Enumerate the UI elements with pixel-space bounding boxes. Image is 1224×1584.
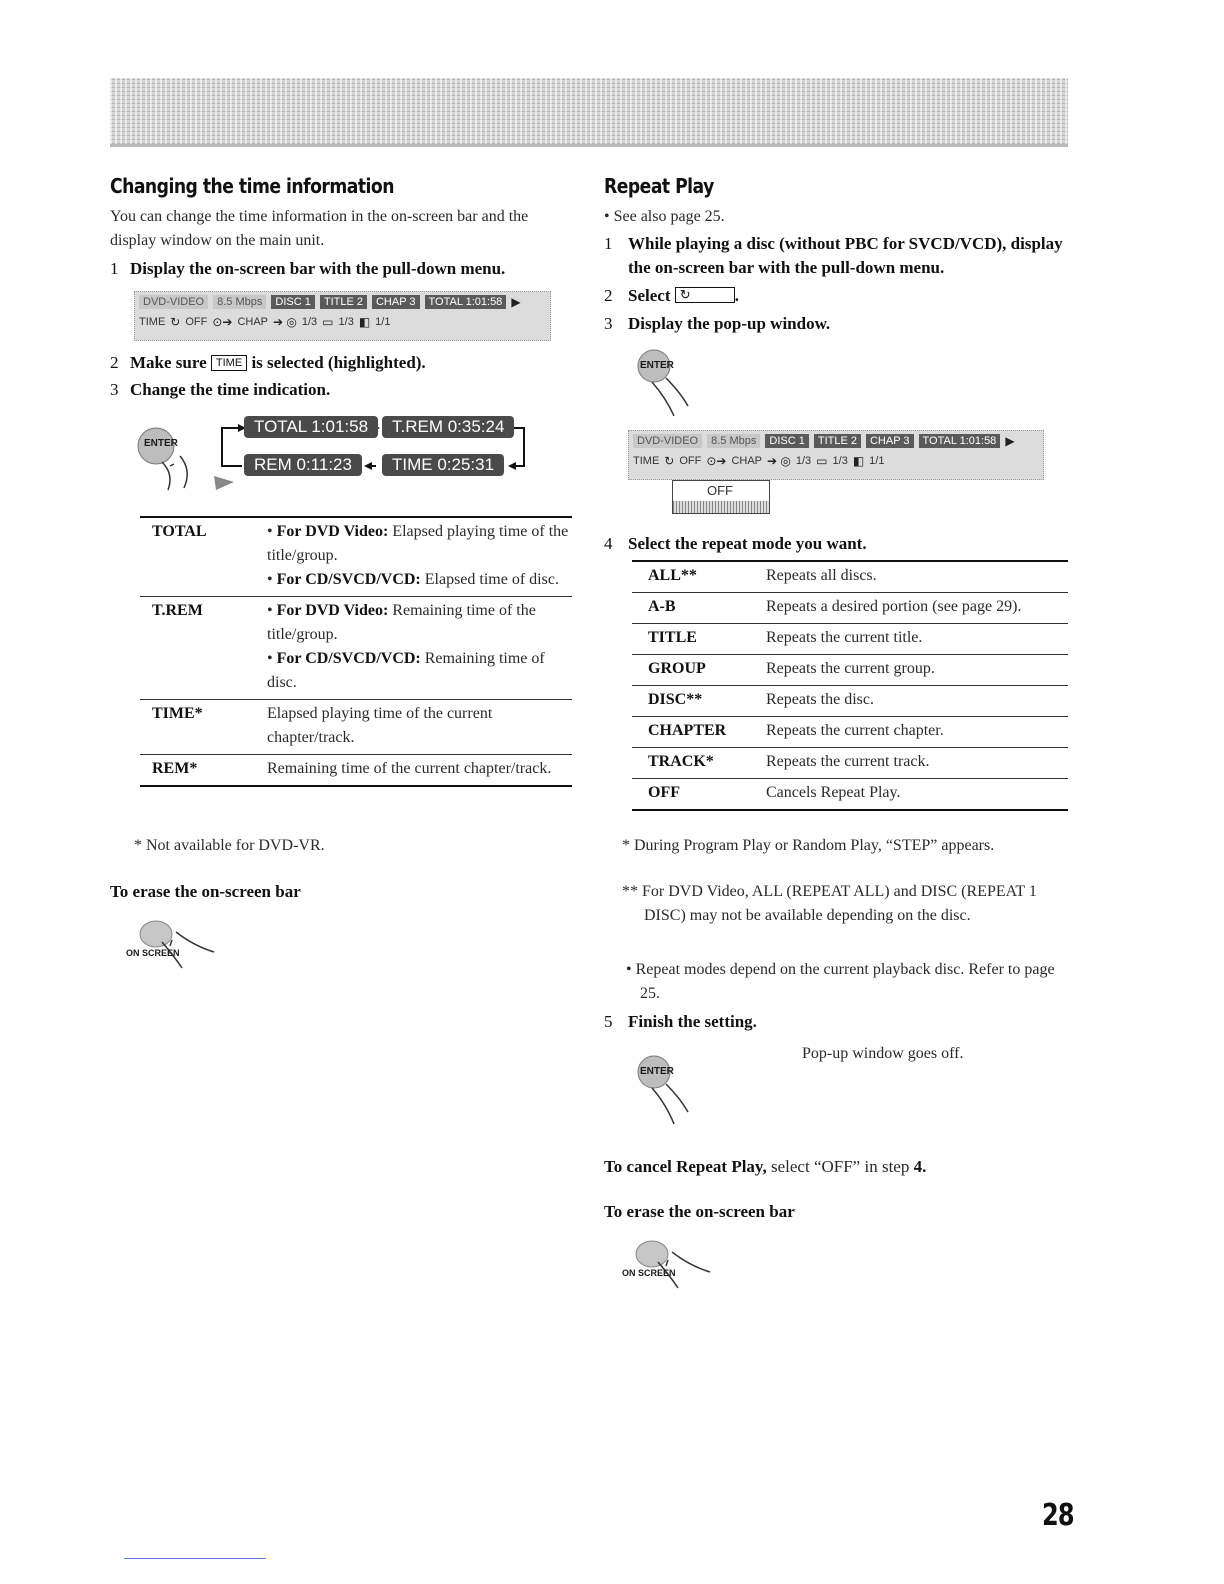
- osd-title: TITLE 2: [814, 434, 861, 448]
- angle-icon: ◧: [358, 315, 371, 329]
- section-title-repeat: Repeat Play: [604, 174, 714, 198]
- term: DISC**: [632, 686, 766, 717]
- cycle-total: TOTAL 1:01:58: [244, 416, 378, 438]
- osd-angle-value: 1/1: [869, 455, 885, 467]
- repeat-step-1: [604, 232, 1064, 280]
- term: REM*: [140, 755, 267, 787]
- definition: Cancels Repeat Play.: [766, 779, 1068, 811]
- header-band: [110, 78, 1068, 144]
- enter-label: ENTER: [640, 360, 674, 371]
- note-single-asterisk: * During Program Play or Random Play, “STEP” appears.: [622, 837, 995, 854]
- cancel-step: 4.: [913, 1157, 927, 1176]
- time-search-icon: ⊙➔: [212, 315, 233, 329]
- popup-off-note: Pop-up window goes off.: [802, 1045, 964, 1062]
- audio-icon: ➔ ◎: [767, 454, 791, 468]
- step-text: is selected (highlighted).: [251, 353, 426, 372]
- definition: Remaining time of the current chapter/track.: [267, 755, 572, 787]
- page-number: 28: [1042, 1498, 1074, 1533]
- section-title-time-info: Changing the time information: [110, 174, 394, 198]
- step-text: Select the repeat mode you want.: [628, 534, 867, 553]
- repeat-step-2: [604, 284, 1064, 308]
- osd-bitrate: 8.5 Mbps: [213, 295, 266, 309]
- onscreen-bar-illustration: [628, 430, 1044, 480]
- note-repeat-modes: • Repeat modes depend on the current playback disc. Refer to page 25.: [626, 961, 1055, 1002]
- time-cycle-diagram: [134, 412, 534, 507]
- definition: Repeats the current group.: [766, 655, 1068, 686]
- osd-time-item: TIME: [139, 316, 166, 328]
- time-step-1: [110, 257, 580, 281]
- onscreen-label: ON SCREEN: [622, 1268, 676, 1278]
- audio-icon: ➔ ◎: [273, 315, 297, 329]
- onscreen-button-illustration: [618, 1232, 718, 1292]
- table-row: [140, 597, 572, 700]
- cycle-time: TIME 0:25:31: [382, 454, 504, 476]
- term: GROUP: [632, 655, 766, 686]
- osd-total: TOTAL 1:01:58: [919, 434, 1001, 448]
- enter-hand-icon: [622, 1046, 712, 1128]
- subtitle-icon: ▭: [816, 454, 828, 468]
- osd-disc-type: DVD-VIDEO: [633, 434, 702, 448]
- step-text: While playing a disc (without PBC for SVCD/VCD), display the on-screen bar with the pull-down menu.: [628, 234, 1063, 277]
- osd-repeat-value: OFF: [679, 455, 702, 467]
- term: CHAPTER: [632, 717, 766, 748]
- osd-subtitle-value: 1/3: [832, 455, 848, 467]
- table-row: [632, 593, 1068, 624]
- repeat-icon: ↻: [679, 287, 691, 302]
- step-text: Display the pop-up window.: [628, 314, 831, 333]
- popup-pattern: [673, 501, 769, 513]
- osd-audio-value: 1/3: [795, 455, 812, 467]
- osd-disc-type: DVD-VIDEO: [139, 295, 208, 309]
- footer-rule: [124, 1558, 266, 1559]
- note-double-asterisk: ** For DVD Video, ALL (REPEAT ALL) and DISC (REPEAT 1 DISC) may not be available depending on the disc.: [622, 883, 1037, 924]
- osd-angle-value: 1/1: [375, 316, 391, 328]
- time-search-icon: ⊙➔: [706, 454, 727, 468]
- osd-subtitle-value: 1/3: [338, 316, 354, 328]
- table-row: [632, 561, 1068, 593]
- footnote: * Not available for DVD-VR.: [134, 837, 325, 854]
- term: A-B: [632, 593, 766, 624]
- term: T.REM: [140, 597, 267, 700]
- step-text: Display the on-screen bar with the pull-down menu.: [130, 259, 506, 278]
- arrow-right-icon: ▶: [1005, 434, 1015, 448]
- time-info-intro: You can change the time information in the on-screen bar and the display window on the main unit.: [110, 208, 529, 249]
- header-band-shadow: [110, 144, 1068, 147]
- osd-time-item: TIME: [633, 455, 660, 467]
- angle-icon: ◧: [852, 454, 865, 468]
- motion-arrow: [214, 476, 234, 490]
- osd-audio-value: 1/3: [301, 316, 318, 328]
- definition: Repeats the disc.: [766, 686, 1068, 717]
- cancel-bold: To cancel Repeat Play,: [604, 1157, 767, 1176]
- osd-disc: DISC 1: [765, 434, 808, 448]
- table-row: [632, 686, 1068, 717]
- table-row: [632, 779, 1068, 811]
- table-row: [632, 624, 1068, 655]
- table-row: [140, 517, 572, 597]
- definition: Repeats the current chapter.: [766, 717, 1068, 748]
- see-also: • See also page 25.: [604, 208, 725, 225]
- repeat-item-box: [675, 287, 735, 303]
- cancel-repeat-note: [604, 1155, 1064, 1179]
- table-row: [632, 748, 1068, 779]
- step-period: .: [734, 286, 739, 305]
- osd-disc: DISC 1: [271, 295, 314, 309]
- osd-total: TOTAL 1:01:58: [425, 295, 507, 309]
- repeat-icon: ↻: [664, 454, 675, 468]
- table-row: [140, 755, 572, 787]
- step-number: 2: [110, 353, 119, 372]
- term: OFF: [632, 779, 766, 811]
- time-step-2: [110, 351, 580, 375]
- onscreen-hand-icon: [122, 912, 222, 972]
- onscreen-hand-icon: [618, 1232, 718, 1292]
- popup-value: OFF: [707, 483, 733, 498]
- time-info-table: [140, 516, 572, 787]
- step-number: 3: [604, 314, 613, 333]
- osd-repeat-value: OFF: [185, 316, 208, 328]
- step-number: 1: [110, 259, 119, 278]
- term: ALL**: [632, 561, 766, 593]
- table-row: [632, 717, 1068, 748]
- repeat-popup-window: [672, 480, 770, 514]
- enter-button-illustration-2: [622, 1046, 712, 1128]
- cycle-trem: T.REM 0:35:24: [382, 416, 514, 438]
- time-step-3: [110, 378, 580, 402]
- definition: Repeats a desired portion (see page 29).: [766, 593, 1068, 624]
- osd-chap-item: CHAP: [731, 455, 763, 467]
- step-text: Finish the setting.: [628, 1012, 757, 1031]
- osd-chap: CHAP 3: [866, 434, 914, 448]
- term: TIME*: [140, 700, 267, 755]
- onscreen-label: ON SCREEN: [126, 948, 180, 958]
- enter-label: ENTER: [640, 1066, 674, 1077]
- step-text: Change the time indication.: [130, 380, 331, 399]
- term: TITLE: [632, 624, 766, 655]
- repeat-step-5: [604, 1010, 1064, 1034]
- table-row: [632, 655, 1068, 686]
- enter-hand-icon: [622, 348, 712, 420]
- definition: Repeats the current title.: [766, 624, 1068, 655]
- step-number: 1: [604, 234, 613, 253]
- step-number: 5: [604, 1012, 613, 1031]
- cycle-rem: REM 0:11:23: [244, 454, 362, 476]
- enter-label: ENTER: [144, 438, 178, 449]
- definition: Elapsed playing time of the current chapter/track.: [267, 700, 572, 755]
- subtitle-icon: ▭: [322, 315, 334, 329]
- term: TOTAL: [140, 517, 267, 597]
- definition: • For DVD Video: Elapsed playing time of the title/group. • For CD/SVCD/VCD: Elapsed time of disc.: [267, 517, 572, 597]
- term: TRACK*: [632, 748, 766, 779]
- repeat-step-3: [604, 312, 1064, 336]
- step-number: 2: [604, 286, 613, 305]
- osd-chap: CHAP 3: [372, 295, 420, 309]
- table-row: [140, 700, 572, 755]
- time-item-box: TIME: [211, 355, 247, 371]
- onscreen-button-illustration: [122, 912, 222, 972]
- cancel-rest: select “OFF” in step: [771, 1157, 910, 1176]
- osd-title: TITLE 2: [320, 295, 367, 309]
- step-number: 4: [604, 534, 613, 553]
- onscreen-bar-illustration: [134, 291, 551, 341]
- definition: Repeats all discs.: [766, 561, 1068, 593]
- enter-button-illustration-1: [622, 348, 712, 420]
- step-text: Select: [628, 286, 671, 305]
- step-text: Make sure: [130, 353, 207, 372]
- osd-bitrate: 8.5 Mbps: [707, 434, 760, 448]
- erase-heading: To erase the on-screen bar: [110, 882, 301, 901]
- step-number: 3: [110, 380, 119, 399]
- repeat-step-4: [604, 532, 1064, 556]
- osd-chap-item: CHAP: [237, 316, 269, 328]
- definition: Repeats the current track.: [766, 748, 1068, 779]
- repeat-modes-table: [632, 560, 1068, 811]
- erase-heading: To erase the on-screen bar: [604, 1202, 795, 1221]
- repeat-icon: ↻: [170, 315, 181, 329]
- arrow-right-icon: ▶: [511, 295, 521, 309]
- definition: • For DVD Video: Remaining time of the title/group. • For CD/SVCD/VCD: Remaining time of disc.: [267, 597, 572, 700]
